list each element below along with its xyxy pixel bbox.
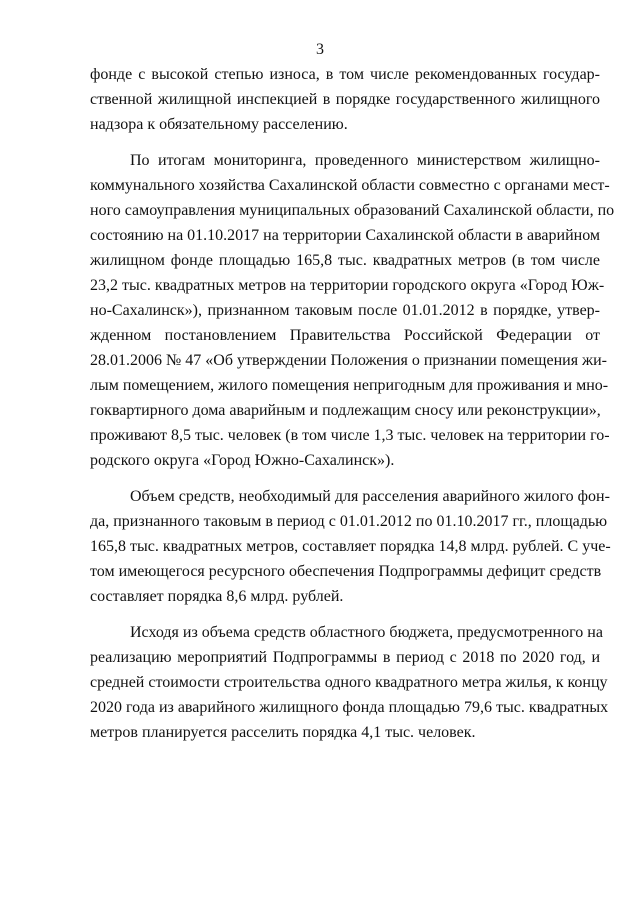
text-line: метров планируется расселить порядка 4,1 тыс. человек. <box>90 724 476 741</box>
text-line: том имеющегося ресурсного обеспечения Подпрограммы дефицит средств <box>90 563 602 580</box>
text-line: надзора к обязательному расселению. <box>90 116 348 133</box>
text-line: гоквартирного дома аварийным и подлежащим сносу или реконструкции», <box>90 402 601 419</box>
paragraph-4 <box>90 620 609 745</box>
text-line: 23,2 тыс. квадратных метров на территории городского округа «Город Юж- <box>90 277 605 294</box>
page-number: 3 <box>316 41 324 58</box>
text-line: коммунального хозяйства Сахалинской области совместно с органами мест- <box>90 177 610 194</box>
text-line: средней стоимости строительства одного квадратного метра жилья, к концу <box>90 674 608 691</box>
text-line: фонде с высокой степью износа, в том числе рекомендованных государ- <box>90 66 600 83</box>
document-body <box>90 62 615 756</box>
text-line: родского округа «Город Южно-Сахалинск»). <box>90 452 395 469</box>
text-line: ственной жилищной инспекцией в порядке государственного жилищного <box>90 91 600 108</box>
text-line: составляет порядка 8,6 млрд. рублей. <box>90 588 344 605</box>
text-line: Исходя из объема средств областного бюджета, предусмотренного на <box>130 624 603 641</box>
text-line: ного самоуправления муниципальных образований Сахалинской области, по <box>90 202 615 219</box>
text-line: 28.01.2006 № 47 «Об утверждении Положения о признании помещения жи- <box>90 352 607 369</box>
text-line: лым помещением, жилого помещения непригодным для проживания и мно- <box>90 377 609 394</box>
text-line: жилищном фонде площадью 165,8 тыс. квадратных метров (в том числе <box>90 252 600 269</box>
text-line: да, признанного таковым в период с 01.01.2012 по 01.10.2017 гг., площадью <box>90 513 608 530</box>
text-line: Объем средств, необходимый для расселения аварийного жилого фон- <box>130 488 610 505</box>
text-line: По итогам мониторинга, проведенного министерством жилищно- <box>130 152 600 169</box>
text-line: 2020 года из аварийного жилищного фонда площадью 79,6 тыс. квадратных <box>90 699 609 716</box>
text-line: проживают 8,5 тыс. человек (в том числе 1,3 тыс. человек на территории го- <box>90 427 610 444</box>
paragraph-1 <box>90 62 600 137</box>
text-line: 165,8 тыс. квадратных метров, составляет порядка 14,8 млрд. рублей. С уче- <box>90 538 611 555</box>
paragraph-3 <box>90 484 611 609</box>
text-line: но-Сахалинск»), признанном таковым после 01.01.2012 в порядке, утвер- <box>90 302 600 319</box>
text-line: состоянию на 01.10.2017 на территории Сахалинской области в аварийном <box>90 227 601 244</box>
text-line: реализацию мероприятий Подпрограммы в период с 2018 по 2020 год, и <box>90 649 600 666</box>
paragraph-2 <box>90 148 615 473</box>
text-line: жденном постановлением Правительства Российской Федерации от <box>90 327 600 344</box>
